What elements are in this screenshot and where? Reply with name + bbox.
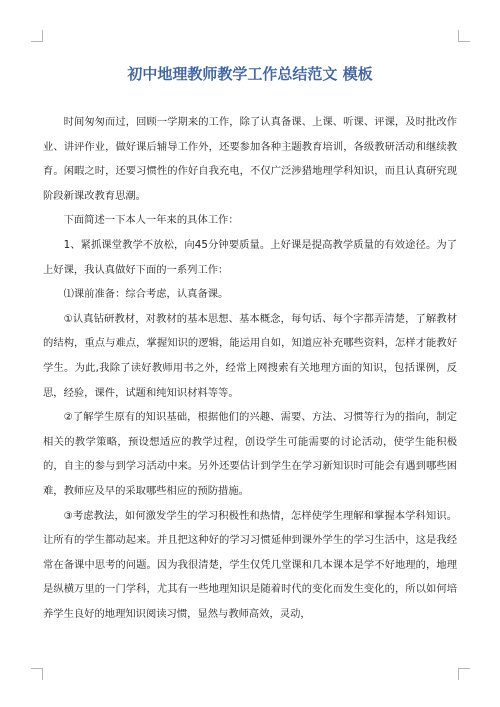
crop-mark-top-left [31, 30, 43, 42]
document-title: 初中地理教师教学工作总结范文 模板 [127, 65, 373, 83]
paragraph-subitem-1: ⑴课前准备：综合考虑，认真备课。 [63, 288, 229, 301]
paragraph-point-1: ①认真钻研教材，对教材的基本思想、基本概念，每句话、每个字都弄清楚，了解教材的结构，重点与难点，掌握知识的逻辑，能运用自如，知道应补充哪些资料，怎样才能教好学生。为此,我除了读好教师用书之外，经常上网搜索有关地理方面的知识，包括课例，反思，经验，课件，试题和纯知识材料等等。 [43, 312, 457, 399]
crop-mark-bottom-right [458, 668, 470, 680]
paragraph-point-2: ②了解学生原有的知识基础，根据他们的兴趣、需要、方法、习惯等行为的指向，制定相关的教学策略，预设想适应的教学过程，创设学生可能需要的讨论活动，使学生能积极的，自主的参与到学习活动中来。另外还要估计到学生在学习新知识时可能会有遇到哪些困难，教师应及早的采取哪些相应的预防措施。 [43, 411, 457, 497]
crop-mark-top-right [458, 30, 470, 42]
paragraph-intro: 时间匆匆而过，回顾一学期来的工作，除了认真备课、上课、听课、评课，及时批改作业、讲评作业，做好课后辅导工作外，还要参加各种主题教育培训，各级教研活动和继续教育。闲暇之时，还要习惯性的作好自我充电，不仅广泛涉猎地理学科知识，而且认真研究现阶段新课改教育思潮。 [43, 116, 457, 202]
paragraph-item-1: 1、紧抓课堂教学不放松，向45分钟要质量。上好课是提高教学质量的有效途径。为了上好课，我认真做好下面的一系列工作： [43, 238, 457, 276]
document-body [43, 110, 457, 626]
paragraph-overview: 下面简述一下本人一年来的具体工作： [63, 214, 239, 227]
crop-mark-bottom-left [31, 668, 43, 680]
paragraph-point-3: ③考虑教法，如何激发学生的学习积极性和热情，怎样使学生理解和掌握本学科知识。让所有的学生都动起来。并且把这种好的学习习惯延伸到课外学生的学习生活中，这是我经常在备课中思考的问题。因为我很清楚，学生仅凭几堂课和几本课本是学不好地理的，地理是纵横万里的一门学科，尤其有一些地理知识是随着时代的变化而发生变化的，所以如何培养学生良好的地理知识阅读习惯，显然与教师高效，灵动， [43, 509, 457, 620]
